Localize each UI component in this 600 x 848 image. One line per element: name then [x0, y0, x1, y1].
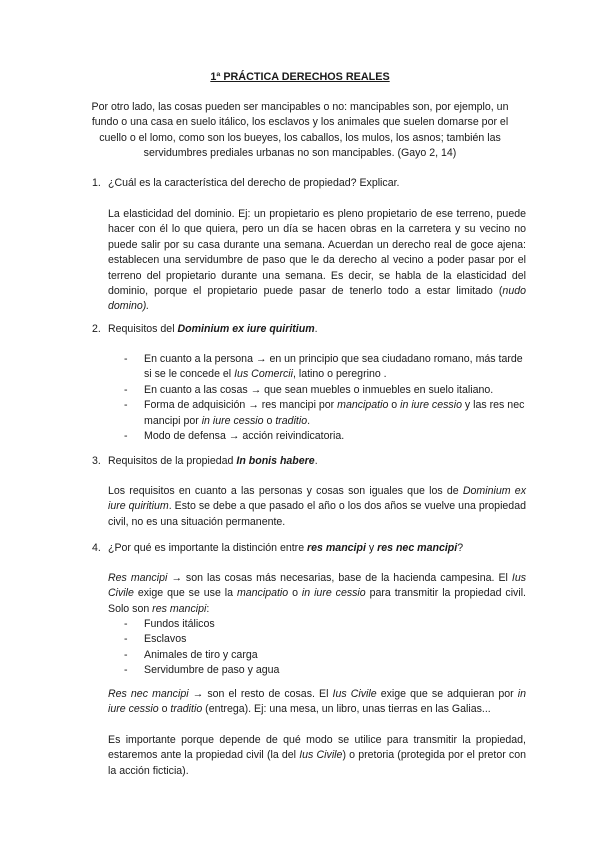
dash-bullet: -: [124, 399, 128, 412]
list-italic: traditio: [275, 414, 308, 427]
answer-text: Los requisitos en cuanto a las personas y cosas son iguales que los de: [108, 485, 463, 497]
question-emphasis: res mancipi: [307, 542, 366, 554]
dash-bullet: -: [124, 383, 128, 396]
list-text: o: [388, 399, 401, 412]
list-item: [124, 383, 526, 398]
question-number: 3.: [92, 455, 101, 467]
question-emphasis: Dominium ex iure quiritium: [177, 323, 315, 335]
dash-bullet: -: [124, 430, 128, 443]
page-title: 1ª PRÁCTICA DERECHOS REALES: [210, 71, 390, 83]
question-text: [108, 454, 318, 469]
question-text-part: y: [365, 542, 378, 554]
answer-paragraph: [108, 484, 526, 530]
answer-text: . Esto se debe a que pasado el año o los dos años se vuelve una propiedad civil, no es una situación permanente.: [108, 500, 526, 528]
answer-paragraph: [108, 571, 526, 617]
answer-text: → son las cosas más necesarias, base de la hacienda campesina. El: [167, 572, 512, 584]
answer-text: para transmitir la propiedad civil. Solo son: [108, 587, 526, 615]
answer-text: exige que se adquieran por: [376, 688, 518, 700]
answer-4-res-nec-mancipi: [108, 687, 526, 718]
question-text-part: ¿Por qué es importante la distinción entre: [108, 542, 308, 554]
answer-paragraph: [108, 207, 526, 315]
answer-italic: res mancipi: [152, 602, 207, 615]
list-italic: in iure cessio: [400, 399, 462, 412]
question-number: 4.: [92, 542, 101, 554]
list-item: [124, 617, 526, 632]
dash-bullet: -: [124, 353, 128, 365]
question-text: [108, 322, 318, 337]
list-text: Servidumbre de paso y agua: [144, 664, 280, 677]
list-text: Forma de adquisición → res mancipi por: [144, 399, 338, 412]
answer-italic: Res mancipi: [108, 572, 168, 584]
dash-bullet: -: [124, 648, 128, 661]
answer-italic: nudo domino).: [108, 285, 526, 313]
list-text: .: [307, 414, 311, 427]
answer-text: (entrega). Ej: una mesa, un libro, unas tierras en las Galias...: [202, 703, 491, 716]
list-text: En cuanto a las cosas → que sean muebles o inmuebles en suelo italiano.: [144, 383, 494, 396]
answer-text: Es importante porque depende de qué modo se utilice para transmitir la propiedad, estaremos ante la propiedad civil (la del: [108, 734, 526, 762]
answer-text: ) o pretoria (protegida por el pretor con la acción ficticia).: [108, 749, 526, 777]
answer-text: exige que se use la: [133, 587, 237, 600]
intro-paragraph: Por otro lado, las cosas pueden ser mancipables o no: mancipables son, por ejemplo, un fundo o una casa en suelo itálico, los esclavos y los animales que suelen domarse por el cuello o el lomo, como son los bueyes, los caballos, los mulos, los asnos; también las servidumbres prediales urbanas no son mancipables. (Gayo 2, 14): [91, 101, 509, 160]
answer-italic: in iure cessio: [108, 688, 527, 716]
question-text-part: .: [314, 455, 318, 467]
answer-4-res-mancipi: [108, 571, 526, 617]
answer-3: [108, 484, 526, 530]
requirements-list: [124, 352, 526, 444]
answer-italic: Dominium ex iure quiritium: [108, 485, 526, 513]
answer-italic: mancipatio: [236, 587, 289, 600]
answer-1: [108, 207, 526, 315]
answer-italic: Ius Civile: [108, 572, 527, 600]
answer-italic: Ius Civile: [332, 688, 377, 700]
list-italic: in iure cessio: [201, 414, 264, 427]
question-text: [108, 541, 463, 556]
list-item: [124, 352, 526, 383]
answer-text: o: [288, 587, 302, 600]
question-text-part: Requisitos del: [108, 323, 178, 335]
list-text: Modo de defensa → acción reivindicatoria.: [144, 430, 345, 443]
dash-bullet: -: [124, 633, 128, 646]
answer-italic: Ius Civile: [299, 749, 343, 762]
question-text-part: Requisitos de la propiedad: [108, 455, 237, 467]
answer-text: La elasticidad del dominio. Ej: un propietario es pleno propietario de ese terreno, puede hacer con él lo que quiera, pero un día se hacen obras en la carretera y su vecino no puede salir por su casa durante una semana. Acuerdan un derecho real de goce ajena: establecen una servidumbre de paso que le da derecho al vecino a poder pasar por el terreno del propietario durante una semana. Es decir, se habla de la elasticidad del dominio, porque el propietario puede pasar de tenerlo todo a estar limitado (: [108, 208, 526, 298]
list-text: y las res nec mancipi por: [144, 399, 525, 427]
list-text: o: [263, 414, 276, 427]
answer-paragraph: [108, 733, 526, 779]
list-item: [124, 398, 526, 429]
list-item: [124, 648, 526, 663]
answer-4-importance: [108, 733, 526, 779]
list-text: Animales de tiro y carga: [144, 648, 258, 661]
dash-bullet: -: [124, 664, 128, 677]
dash-bullet: -: [124, 618, 128, 630]
question-number: 1.: [92, 177, 101, 189]
list-item: [124, 663, 526, 678]
question-text: ¿Cuál es la característica del derecho de propiedad? Explicar.: [108, 177, 400, 189]
answer-text: → son el resto de cosas. El: [188, 688, 333, 700]
list-text: Esclavos: [144, 633, 187, 646]
question-emphasis: res nec mancipi: [377, 542, 458, 554]
answer-text: :: [206, 602, 210, 615]
answer-text: o: [158, 703, 171, 716]
question-text-part: ?: [457, 542, 464, 554]
answer-paragraph: [108, 687, 526, 718]
res-mancipi-list: [124, 617, 526, 679]
list-text: Fundos itálicos: [144, 618, 215, 630]
answer-italic: Res nec mancipi: [108, 688, 189, 700]
question-text-part: .: [314, 323, 318, 335]
question-number: 2.: [92, 323, 101, 335]
list-italic: mancipatio: [337, 399, 389, 412]
list-italic: Ius Comercii: [234, 368, 293, 381]
list-item: [124, 632, 526, 647]
answer-italic: in iure cessio: [301, 587, 366, 600]
list-text: , latino o peregrino .: [292, 368, 387, 381]
list-item: [124, 429, 526, 444]
list-text: En cuanto a la persona → en un principio que sea ciudadano romano, más tarde si se le concede el: [144, 353, 523, 381]
question-emphasis: In bonis habere: [236, 455, 315, 467]
answer-italic: traditio: [170, 703, 203, 716]
